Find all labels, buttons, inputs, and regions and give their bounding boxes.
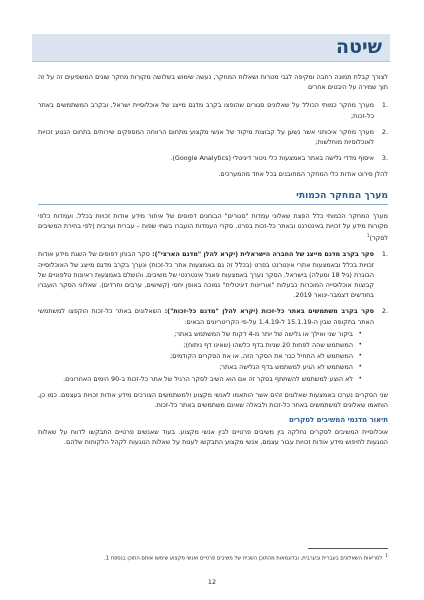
population-item-title: סקר בקרב משתמשים באתר כל-זכות (יקרא להלן "מדגם כל-זכות"): [164, 307, 374, 316]
quant-intro-text: מערך המחקר הכמותי כלל הפצת שאלוני עמדות "סגורים" הבוחנים דפוסים של איתור מידע אודות זכויות בכלל, ועמדות כלפי מקורות מידע על זכויות באינטרנט ובאתר כל-זכות בפרט. סקרי העמדות הועברו בשתי שפות – עברית וערבית (לפי בחירת המשיבים לסקר) [38, 211, 388, 243]
population-item-number: .2 [381, 307, 388, 316]
quant-intro-paragraph [38, 211, 388, 244]
criteria-item-text: ביקור שני ואילך או גלישה של יותר מ-4 דקות של המשתמש באתר; [174, 329, 353, 338]
respondents-paragraph: אוכלוסיית המשיבים לסקרים נחלקה בין משיבים פרטיים לבין אנשי מקצוע. בעוד שאנשים פרטיים התבקשו לדווח על שאלות הנוגעות לחיפוש מידע אודות זכויות עבור עצמם, אנשי מקצוע התבקשו לענות על שאלות הנוגעות לקהל הלקוחות שלהם. [38, 428, 388, 447]
methods-item-number: .1 [381, 101, 388, 110]
footnote-number: 1 [385, 553, 388, 558]
criteria-item [38, 374, 362, 384]
methods-item [38, 153, 388, 163]
methods-note: להלן פירוט אודות כלי המחקר המחובנים בכל אחד מהמערכים. [218, 170, 388, 179]
methods-item [38, 127, 388, 147]
page-number: 12 [207, 578, 217, 586]
methods-item-number: .3 [381, 154, 388, 163]
methods-list [38, 100, 388, 163]
bullet-icon: • [358, 340, 362, 348]
methods-item-text: מערך מחקר כמותי הכולל על שאלונים סגורים שהופצו בקרב מדגם מייצג של אוכלוסיית ישראל, ובקרב המשתמשים באתר כל-זכות; [38, 101, 374, 120]
respondents-subheading: תיאור מדגמי המשיבים לסקרים [288, 416, 388, 425]
methods-item-text: איסוף מדדי גלישה באתר באמצעות כלי ניטור דיגיטלי (Google Analytics). [170, 154, 374, 163]
post-populations-paragraph: שני הסקרים נערכו באמצעות שאלונים זהים אשר הותאמו לאנשי מקצוע ולמשתמשים הצורכים מידע אודות זכויות בעצמם. כמו כן, הותאמו שאלונים למשתמשים באתר כל-זכות ולבאלה שאינם משתמשים באתר כל-זכות. [38, 390, 388, 409]
methods-item-number: .2 [381, 127, 388, 136]
footnote-reference[interactable]: 1 [366, 233, 370, 239]
page-title: שיטה [336, 36, 382, 58]
criteria-item-text: לא הוצע למשתמש להשתתף בסקר זה אם הוא השיב לסקר הרגיל של אתר כל-זכות ב-90 הימים האחרונים. [63, 374, 353, 383]
populations-list [38, 249, 388, 383]
criteria-item-text: המשתמש לא התחיל כבר את הסקר הזה, או את הסקרים הקודמים; [170, 352, 353, 361]
criteria-item [38, 362, 362, 372]
page-content [38, 72, 388, 448]
criteria-item-text: המשתמש שהה לפחות 20 שניות בדף כלשהו (שאינו דף ניתוח); [183, 340, 353, 349]
criteria-item-text: המשתמש לא הגיע למשתמש בדף הגלישה באתר; [219, 363, 353, 372]
population-item-text: השאלונים באתר כל-זכות הוקפצו למשתמשי האתר בתקופה שבין ה-15.1.19 ל-1.4.19 על-פי הקריטריונים הבאים: [38, 307, 374, 326]
population-item-text: סקר הבוחן דפוסים של השגת מידע אודות זכויות בכלל ובאמצעות אתרי אינטרנט בפרט (בכלל זה גם באמצעות אתר כל-זכות) ונערך בקרב מדגם מייצג של האוכלוסייה הבוגרת (גיל 18 ומעלה) בישראל. הסקר נערך באמצעות פאנל אינטרנטי של משיבים, והושלם באמצעות ראיונות טלפוניים של קבוצות אוכלוסייה המוכרות כבעלות "אוריינות דיגיטלית" נמוכה באופן יחסי (קשישים, ערבים וחרדים). שאלוני הסקר הועברו בחודשים דצמבר-ינואר 2019. [38, 250, 374, 300]
footnote [40, 552, 388, 563]
bullet-icon: • [358, 329, 362, 337]
criteria-item [38, 329, 362, 339]
methods-item [38, 100, 388, 120]
criteria-item [38, 340, 362, 350]
criteria-list [38, 329, 374, 384]
population-item-number: .1 [381, 250, 388, 259]
quant-section-heading: מערך המחקר הכמותי [38, 190, 388, 205]
criteria-item [38, 351, 362, 361]
intro-paragraph: לצורך קבלת תמונה רחבה ומקיפה לגבי מטרות ושאלות המחקר, נעשה שימוש בשלושה מקורות מחקר שונים המשפיעים זה על זה תוך שמירה על היבטים אחרים [38, 73, 388, 92]
bullet-icon: • [358, 352, 362, 360]
footnote-divider [308, 548, 388, 549]
population-item-title: סקר בקרב מדגם מייצג של החברה הישראלית (יקרא להלן "מדגם הארצי"): [152, 250, 374, 259]
footnote-text: לסריאות השאלונים בעברית ובערבית, ובדוגמאות מהתוכן השכיח של משיבים פרטיים ואנשי מקצוע שימשו אותם התוכן בנספח 1. [104, 555, 383, 562]
bullet-icon: • [358, 363, 362, 371]
title-banner [32, 34, 390, 62]
population-item [38, 306, 388, 383]
population-item [38, 249, 388, 300]
methods-item-text: מערך מחקר איכותני אשר נשען על קבוצות מיקוד של אנשי מקצוע מתחום הרווחה המספקים שירותים בתחום הגנוע זכויות לאוכלוסיות מוחלשות; [38, 127, 374, 147]
bullet-icon: • [358, 374, 362, 382]
